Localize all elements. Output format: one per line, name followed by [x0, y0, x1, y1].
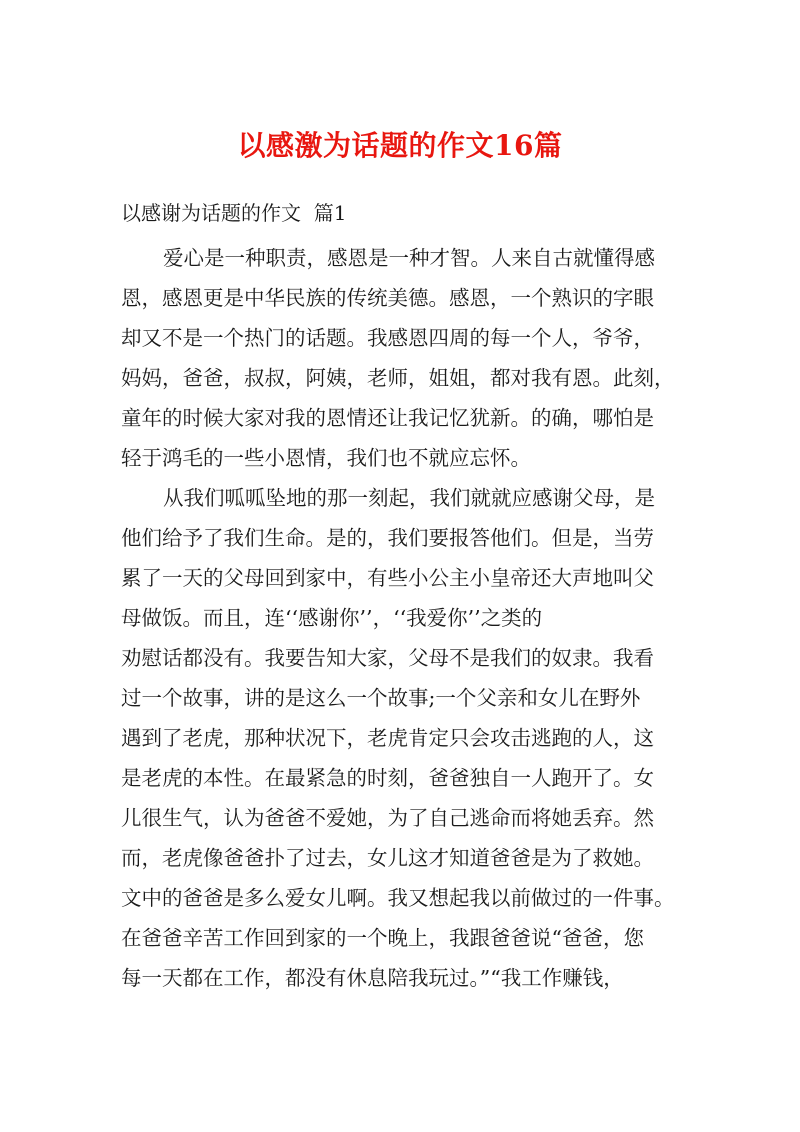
- section-heading: 以感谢为话题的作文 篇1: [121, 201, 347, 225]
- paragraph-line: 儿很生气，认为爸爸不爱她，为了自己逃命而将她丢弃。然: [121, 806, 654, 830]
- paragraph-line: 他们给予了我们生命。是的，我们要报答他们。但是，当劳: [121, 526, 654, 550]
- paragraph-line: 却又不是一个热门的话题。我感恩四周的每一个人，爷爷，: [121, 326, 654, 350]
- paragraph-line: 母做饭。而且，连‘‘感谢你’’，‘‘我爱你’’之类的: [121, 606, 543, 630]
- document-body: [121, 238, 681, 998]
- paragraph-line: 恩，感恩更是中华民族的传统美德。感恩，一个熟识的字眼: [121, 286, 654, 310]
- paragraph-line: 每一天都在工作，都没有休息陪我玩过。”“我工作赚钱，: [121, 966, 624, 990]
- paragraph-line: 是老虎的本性。在最紧急的时刻，爸爸独自一人跑开了。女: [121, 766, 654, 790]
- paragraph-1: [121, 238, 681, 478]
- paragraph-line: 在爸爸辛苦工作回到家的一个晚上，我跟爸爸说“爸爸，您: [121, 926, 644, 950]
- paragraph-2: [121, 478, 681, 998]
- paragraph-line: 过一个故事，讲的是这么一个故事;一个父亲和女儿在野外: [121, 686, 641, 710]
- paragraph-line: 轻于鸿毛的一些小恩情，我们也不就应忘怀。: [121, 446, 531, 470]
- paragraph-line: 妈妈，爸爸，叔叔，阿姨，老师，姐姐，都对我有恩。此刻，: [121, 366, 675, 390]
- paragraph-line: 从我们呱呱坠地的那一刻起，我们就就应感谢父母，是: [163, 486, 655, 510]
- paragraph-line: 童年的时候大家对我的恩情还让我记忆犹新。的确，哪怕是: [121, 406, 654, 430]
- document-title: 以感激为话题的作文16篇: [237, 129, 563, 162]
- paragraph-line: 累了一天的父母回到家中，有些小公主小皇帝还大声地叫父: [121, 566, 654, 590]
- paragraph-line: 劝慰话都没有。我要告知大家，父母不是我们的奴隶。我看: [121, 646, 654, 670]
- paragraph-line: 遇到了老虎，那种状况下，老虎肯定只会攻击逃跑的人，这: [121, 726, 654, 750]
- paragraph-line: 而，老虎像爸爸扑了过去，女儿这才知道爸爸是为了救她。: [121, 846, 654, 870]
- paragraph-line: 文中的爸爸是多么爱女儿啊。我又想起我以前做过的一件事。: [121, 886, 675, 910]
- paragraph-line: 爱心是一种职责，感恩是一种才智。人来自古就懂得感: [163, 246, 655, 270]
